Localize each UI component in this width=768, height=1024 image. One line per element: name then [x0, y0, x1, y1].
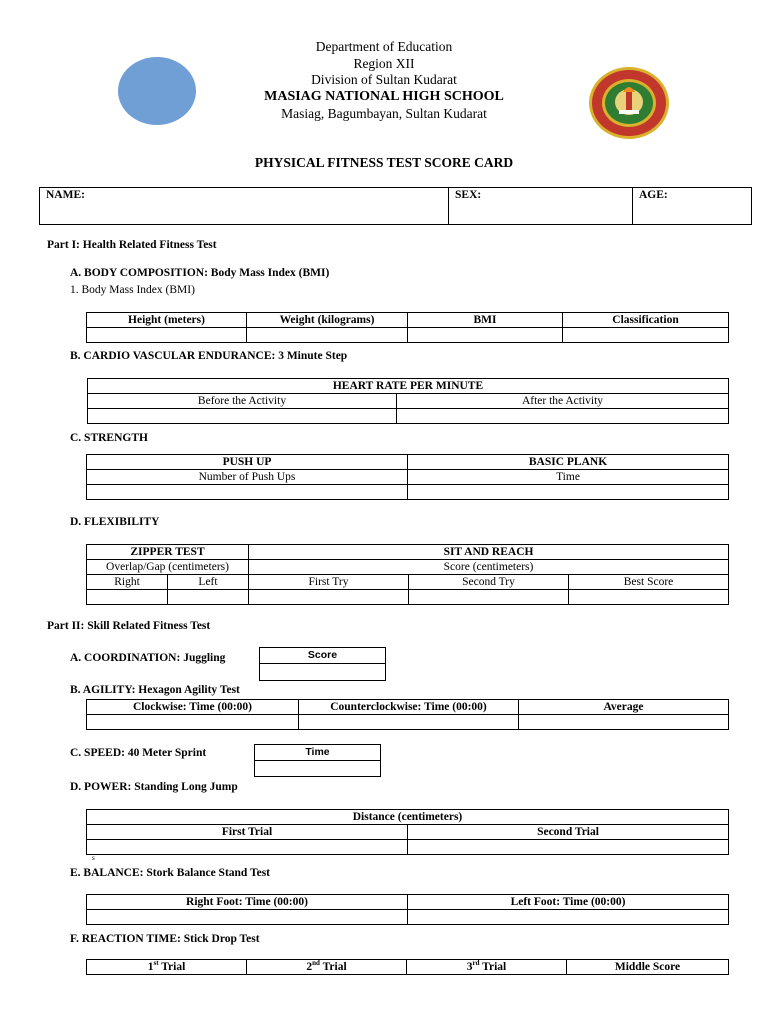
- second-trial-rt-header: 2nd Trial: [247, 960, 407, 975]
- agility-heading: B. AGILITY: Hexagon Agility Test: [70, 684, 240, 696]
- push-up-header: PUSH UP: [87, 455, 408, 470]
- sprint-time-label: Time: [255, 745, 380, 761]
- stray-mark: s: [92, 854, 95, 862]
- plank-cell[interactable]: [408, 485, 729, 500]
- right-foot-cell[interactable]: [87, 910, 408, 925]
- zipper-test-header: ZIPPER TEST: [87, 545, 249, 560]
- header-division: Division of Sultan Kudarat: [311, 72, 457, 87]
- reaction-time-heading: F. REACTION TIME: Stick Drop Test: [70, 933, 260, 945]
- first-trial-cell[interactable]: [87, 840, 408, 855]
- distance-title: Distance (centimeters): [87, 810, 729, 825]
- reaction-time-table: [86, 959, 729, 975]
- weight-header: Weight (kilograms): [247, 313, 408, 328]
- left-cell[interactable]: [168, 590, 249, 605]
- name-field[interactable]: NAME:: [40, 188, 449, 225]
- right-cell[interactable]: [87, 590, 168, 605]
- body-composition-heading: A. BODY COMPOSITION: Body Mass Index (BMI): [70, 267, 330, 279]
- school-address: Masiag, Bagumbayan, Sultan Kudarat: [281, 106, 487, 121]
- push-up-subheader: Number of Push Ups: [87, 470, 408, 485]
- right-header: Right: [87, 575, 168, 590]
- left-foot-cell[interactable]: [408, 910, 729, 925]
- header-region: Region XII: [353, 56, 415, 71]
- right-foot-header: Right Foot: Time (00:00): [87, 895, 408, 910]
- power-table: [86, 809, 729, 855]
- bmi-cell[interactable]: [408, 328, 563, 343]
- age-field[interactable]: AGE:: [633, 188, 752, 225]
- after-activity-cell[interactable]: [397, 409, 729, 424]
- clockwise-header: Clockwise: Time (00:00): [87, 700, 299, 715]
- before-activity-cell[interactable]: [88, 409, 397, 424]
- before-activity-header: Before the Activity: [88, 394, 397, 409]
- clockwise-cell[interactable]: [87, 715, 299, 730]
- part1-title: Part I: Health Related Fitness Test: [47, 239, 217, 251]
- flexibility-table: [86, 544, 729, 605]
- basic-plank-header: BASIC PLANK: [408, 455, 729, 470]
- header-department: Department of Education: [315, 39, 453, 54]
- height-cell[interactable]: [87, 328, 247, 343]
- score-cm-header: Score (centimeters): [249, 560, 729, 575]
- balance-table: [86, 894, 729, 925]
- after-activity-header: After the Activity: [397, 394, 729, 409]
- first-try-cell[interactable]: [249, 590, 409, 605]
- second-try-header: Second Try: [409, 575, 569, 590]
- bmi-header: BMI: [408, 313, 563, 328]
- sit-and-reach-header: SIT AND REACH: [249, 545, 729, 560]
- school-seal-icon: [588, 66, 670, 140]
- strength-table: [86, 454, 729, 500]
- power-heading: D. POWER: Standing Long Jump: [70, 781, 238, 793]
- juggling-score-box: [259, 647, 386, 681]
- second-trial-header: Second Trial: [408, 825, 729, 840]
- balance-heading: E. BALANCE: Stork Balance Stand Test: [70, 867, 271, 879]
- speed-heading: C. SPEED: 40 Meter Sprint: [70, 747, 207, 759]
- best-score-header: Best Score: [569, 575, 729, 590]
- height-header: Height (meters): [87, 313, 247, 328]
- counterclockwise-cell[interactable]: [299, 715, 519, 730]
- student-info-table: [39, 187, 752, 225]
- juggling-score-label: Score: [260, 648, 385, 664]
- first-trial-header: First Trial: [87, 825, 408, 840]
- first-try-header: First Try: [249, 575, 409, 590]
- bmi-table: [86, 312, 729, 343]
- strength-heading: C. STRENGTH: [70, 432, 148, 444]
- average-cell[interactable]: [519, 715, 729, 730]
- agility-table: [86, 699, 729, 730]
- second-try-cell[interactable]: [409, 590, 569, 605]
- heart-rate-table: [87, 378, 729, 424]
- overlap-gap-header: Overlap/Gap (centimeters): [87, 560, 249, 575]
- classification-header: Classification: [563, 313, 729, 328]
- coordination-heading: A. COORDINATION: Juggling: [70, 652, 226, 664]
- bmi-item: 1. Body Mass Index (BMI): [70, 284, 195, 296]
- left-header: Left: [168, 575, 249, 590]
- first-trial-rt-header: 1st Trial: [87, 960, 247, 975]
- weight-cell[interactable]: [247, 328, 408, 343]
- heart-rate-title: HEART RATE PER MINUTE: [88, 379, 729, 394]
- best-score-cell[interactable]: [569, 590, 729, 605]
- sex-field[interactable]: SEX:: [449, 188, 633, 225]
- third-trial-rt-header: 3rd Trial: [407, 960, 567, 975]
- sprint-time-box: [254, 744, 381, 777]
- average-header: Average: [519, 700, 729, 715]
- left-foot-header: Left Foot: Time (00:00): [408, 895, 729, 910]
- plank-subheader: Time: [408, 470, 729, 485]
- school-name: MASIAG NATIONAL HIGH SCHOOL: [264, 89, 504, 104]
- push-up-cell[interactable]: [87, 485, 408, 500]
- counterclockwise-header: Counterclockwise: Time (00:00): [299, 700, 519, 715]
- second-trial-cell[interactable]: [408, 840, 729, 855]
- classification-cell[interactable]: [563, 328, 729, 343]
- card-title: PHYSICAL FITNESS TEST SCORE CARD: [254, 155, 514, 170]
- flexibility-heading: D. FLEXIBILITY: [70, 516, 160, 528]
- middle-score-header: Middle Score: [567, 960, 729, 975]
- part2-title: Part II: Skill Related Fitness Test: [47, 620, 211, 632]
- cardio-heading: B. CARDIO VASCULAR ENDURANCE: 3 Minute Step: [70, 350, 348, 362]
